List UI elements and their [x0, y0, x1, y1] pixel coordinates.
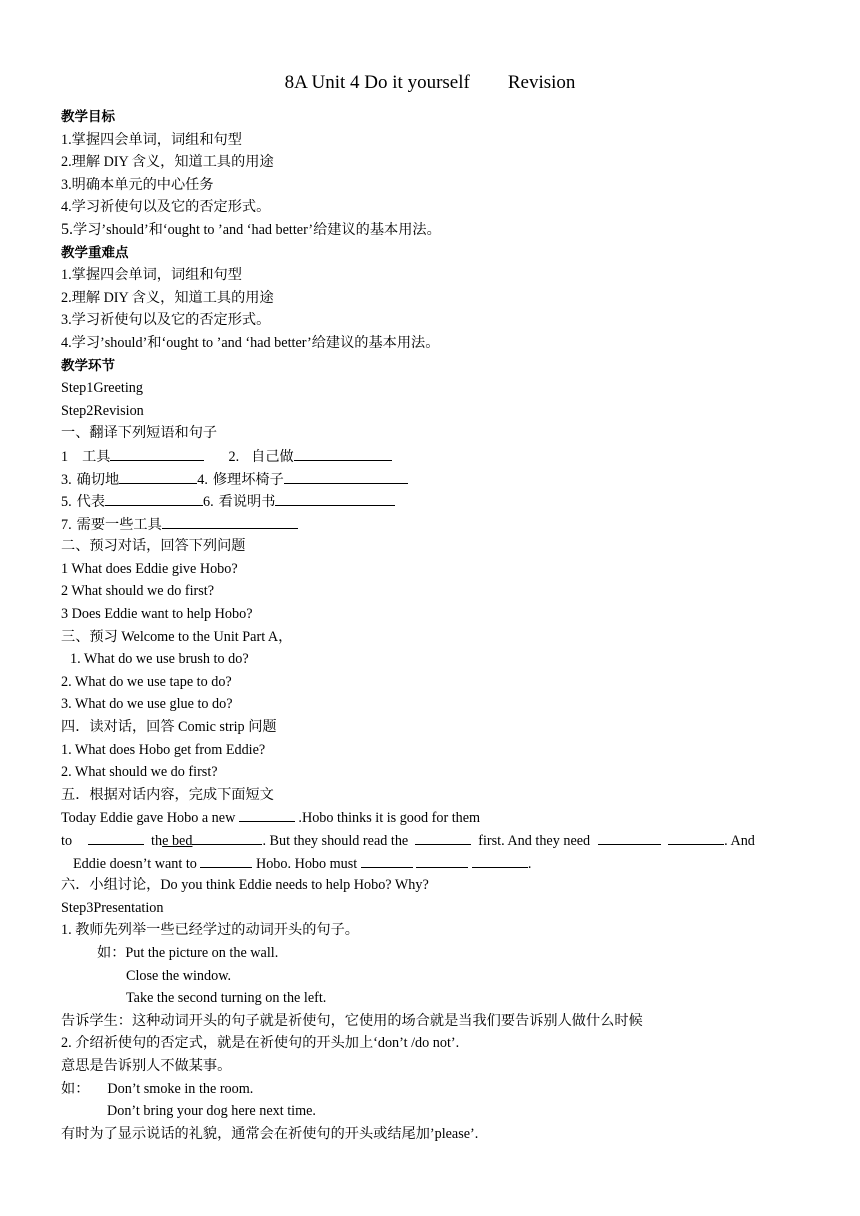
question: 2. What do we use tape to do?	[61, 673, 232, 690]
question: 2 What should we do first?	[61, 583, 215, 600]
cloze-blank[interactable]	[416, 852, 468, 868]
cloze-text: e bed	[162, 833, 193, 849]
cloze-text: .	[527, 855, 532, 872]
cloze-blank[interactable]	[88, 829, 144, 845]
presentation-text: 1. 教师先列举一些已经学过的动词开头的句子。	[61, 922, 359, 939]
item-text: 需要一些工具	[76, 516, 162, 533]
key-points-heading: 教学重难点	[61, 244, 129, 261]
presentation-text: 告诉学生：这种动词开头的句子就是祈使句，它使用的场合就是当我们要告诉别人做什么时候	[61, 1012, 643, 1029]
part3-heading: 三、预习 Welcome to the Unit Part A，	[61, 628, 293, 645]
item-number: 4.	[197, 471, 208, 488]
item-number: 6.	[203, 494, 214, 511]
item-text: 确切地	[76, 471, 120, 488]
part4-heading: 四．读对话，回答 Comic strip 问题	[61, 719, 277, 736]
example-label: 如：	[97, 944, 126, 961]
cloze-text: th	[151, 833, 163, 849]
answer-blank[interactable]	[105, 490, 203, 506]
goals-heading: 教学目标	[61, 109, 115, 125]
cloze-blank[interactable]	[361, 852, 413, 868]
example-sentence: Close the window.	[126, 967, 232, 984]
cloze-blank[interactable]	[668, 829, 724, 845]
cloze-blank[interactable]	[472, 852, 528, 868]
item-number: 7.	[61, 516, 72, 533]
item-text: 看说明书	[218, 494, 276, 511]
question: 3. What do we use glue to do?	[61, 696, 233, 713]
document-body	[61, 106, 806, 1145]
key-point-item: 4.学习’should’和‘ought to ’and ‘had better’给建议的基本用法。	[61, 334, 440, 351]
question: 1 What does Eddie give Hobo?	[61, 560, 238, 577]
key-point-item: 3.学习祈使句以及它的否定形式。	[61, 312, 271, 329]
part6-heading: 六．小组讨论，Do you think Eddie needs to help Hobo? Why?	[61, 877, 429, 894]
steps-heading: 教学环节	[61, 357, 115, 374]
goal-item	[61, 219, 806, 242]
question: 1. What do we use brush to do?	[70, 651, 249, 668]
item-text: 代表	[76, 494, 106, 511]
goal-item: 3.明确本单元的中心任务	[61, 176, 214, 193]
translation-row	[61, 490, 806, 513]
answer-blank[interactable]	[119, 468, 197, 484]
item-text: 修理坏椅子	[212, 471, 284, 488]
question: 1. What does Hobo get from Eddie?	[61, 741, 266, 758]
document-title: 8A Unit 4 Do it yourself Revision	[284, 72, 576, 93]
part5-heading: 五．根据对话内容，完成下面短文	[61, 786, 274, 803]
item-number: 2.	[228, 448, 240, 465]
item-number: 3.	[61, 471, 72, 488]
cloze-text: Today Eddie gave Hobo a new	[61, 810, 236, 827]
presentation-text: 有时为了显示说话的礼貌，通常会在祈使句的开头或结尾加’please’.	[61, 1125, 479, 1142]
example-sentence: Take the second turning on the left.	[126, 990, 327, 1007]
translation-row	[61, 468, 806, 491]
presentation-text: 意思是告诉别人不做某事。	[61, 1057, 232, 1074]
translation-row	[61, 513, 806, 536]
cloze-text: first. And they need	[478, 833, 591, 849]
cloze-blank[interactable]	[598, 829, 661, 845]
cloze-blank[interactable]	[200, 852, 252, 868]
cloze-text: to	[61, 833, 73, 849]
goal-item: 1.掌握四会单词，词组和句型	[61, 131, 242, 148]
key-point-item: 2.理解 DIY 含义，知道工具的用途	[61, 289, 274, 306]
item-text: 工具	[82, 448, 111, 465]
example-sentence: Don’t smoke in the room.	[107, 1080, 254, 1097]
step3-label: Step3Presentation	[61, 899, 164, 916]
example-sentence: Don’t bring your dog here next time.	[107, 1103, 316, 1120]
item-text: 自己做	[251, 448, 294, 465]
answer-blank[interactable]	[162, 513, 298, 529]
cloze-text: Hobo. Hobo must	[255, 855, 358, 872]
cloze-blank[interactable]	[239, 806, 295, 822]
goal-item-text: 学习’should’和‘ought to ’and ‘had better’给建议的基本用法。	[73, 221, 441, 238]
cloze-text: . And	[724, 833, 755, 849]
example-sentence: Put the picture on the wall.	[125, 944, 279, 961]
answer-blank[interactable]	[275, 490, 395, 506]
part2-heading: 二、预习对话，回答下列问题	[61, 538, 246, 555]
cloze-blank[interactable]	[192, 829, 262, 845]
answer-blank[interactable]	[294, 445, 392, 461]
goal-item: 4.学习祈使句以及它的否定形式。	[61, 199, 271, 216]
key-point-item: 1.掌握四会单词，词组和句型	[61, 267, 242, 284]
cloze-text: Eddie doesn’t want to	[73, 855, 197, 872]
cloze-text: . But they should read the	[262, 833, 409, 849]
presentation-text: 2. 介绍祈使句的否定式，就是在祈使句的开头加上‘don’t /do not’.	[61, 1035, 460, 1052]
goal-item: 2.理解 DIY 含义，知道工具的用途	[61, 154, 274, 171]
cloze-line	[61, 852, 806, 875]
translation-row	[61, 445, 806, 468]
cloze-line	[61, 806, 806, 829]
cloze-line	[61, 829, 801, 852]
question: 2. What should we do first?	[61, 764, 218, 781]
part1-heading: 一、翻译下列短语和句子	[61, 425, 218, 442]
step1-label: Step1Greeting	[61, 380, 143, 397]
cloze-blank[interactable]	[415, 829, 471, 845]
answer-blank[interactable]	[284, 468, 408, 484]
answer-blank[interactable]	[110, 445, 204, 461]
item-number: 5.	[61, 494, 72, 511]
goal-item-number: 5.	[61, 220, 73, 238]
example-line	[61, 942, 806, 965]
cloze-text: .Hobo thinks it is good for them	[298, 810, 481, 827]
step2-label: Step2Revision	[61, 402, 144, 419]
example-line	[61, 1078, 806, 1101]
question: 3 Does Eddie want to help Hobo?	[61, 606, 253, 623]
item-number: 1	[61, 448, 69, 465]
example-label: 如：	[61, 1080, 90, 1097]
